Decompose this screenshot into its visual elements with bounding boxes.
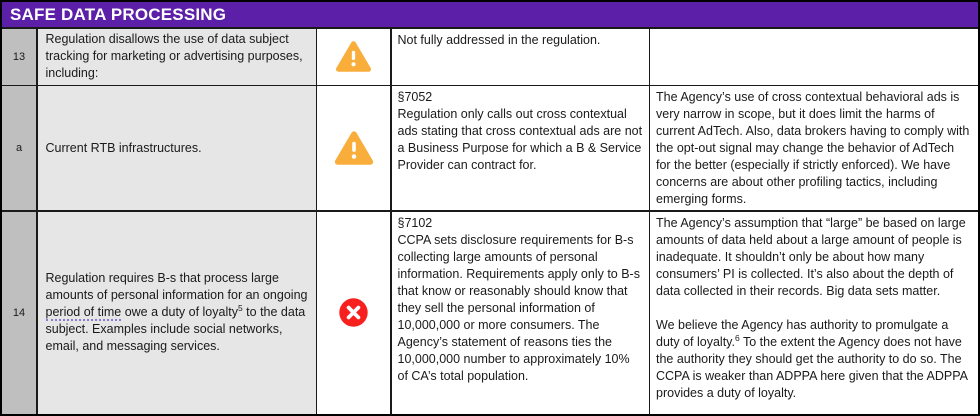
status-cell-14: [317, 212, 390, 415]
section-header: [2, 2, 978, 27]
row-number-a: [2, 86, 36, 210]
commentary-text: The Agency’s use of cross contextual behavioral ads is very narrow in scope, but it does limit the harms of current AdTech. Also, data brokers having to comply with the opt-out signal may change the behavior of AdTech for the better (especially if strictly enforced). We have concerns are about other profiling tactics, including emerging forms.: [656, 90, 970, 206]
regulation-text: CCPA sets disclosure requirements for B-s collecting large amounts of personal information. Requirements apply only to B-s that know or reasonably should know that they sell the personal information of 10,000,000 or more consumers. The Agency’s statement of reasons ties the 10,000,000 number to approximately 10% of CA’s total population.: [397, 232, 640, 383]
warning-icon: [334, 130, 374, 166]
footnote-marker: 6: [734, 332, 740, 343]
error-icon: [338, 297, 369, 328]
commentary-cell-14: [650, 212, 978, 415]
status-cell-a: [317, 86, 390, 210]
section-title: SAFE DATA PROCESSING: [10, 4, 227, 24]
regulation-text: Not fully addressed in the regulation.: [397, 32, 601, 47]
requirement-text-segment: owe a duty of loyalty: [121, 305, 238, 320]
requirement-13: [38, 29, 316, 85]
row-number-label: a: [15, 142, 23, 154]
commentary-text-segment: To the extent the Agency does not have the authority they should get the authority to do so. The CCPA is weaker than ADPPA here given that the ADPPA provides a duty of loyalty.: [656, 334, 968, 400]
commentary-paragraph-2: [656, 317, 972, 402]
row-number-label: 14: [12, 306, 26, 319]
regulation-text: Regulation only calls out cross contextual ads stating that cross contextual ads are not a Business Purpose for which a B & Service Provider can contract for.: [397, 107, 643, 172]
requirement-text: Regulation disallows the use of data subject tracking for marketing or advertising purposes, including:: [45, 32, 303, 80]
commentary-paragraph-1: The Agency’s assumption that “large” be based on large amounts of data held about a large amount of people is inadequate. It shouldn’t only be about how many consumers’ PI is collected. It’s also about the depth of data collected in their records. Big data sets matter.: [656, 215, 966, 298]
grammar-underlined-text: period of time: [45, 305, 122, 320]
commentary-cell-a: [650, 86, 978, 210]
row-number-13: [2, 29, 36, 85]
regulation-cell-14: [392, 212, 649, 415]
requirement-text: Current RTB infrastructures.: [45, 140, 202, 155]
requirement-text-segment: Regulation requires B-s that process large amounts of personal information for an ongoing: [45, 271, 308, 303]
footnote-marker: 5: [237, 303, 243, 314]
regulation-cell-a: [392, 86, 649, 210]
row-number-label: 13: [12, 50, 26, 63]
warning-icon: [335, 40, 372, 73]
commentary-cell-13: [650, 29, 978, 85]
regulation-section: §7102: [397, 215, 433, 230]
regulation-section: §7052: [397, 90, 433, 104]
requirement-text: [46, 270, 308, 355]
regulation-cell-13: [392, 29, 649, 85]
row-number-14: [2, 212, 36, 415]
requirement-text-segment: to the data subject. Examples include social networks, email, and messaging services.: [45, 305, 306, 354]
commentary-text-segment: We believe the Agency has authority to promulgate a duty of loyalty.: [656, 317, 949, 349]
requirement-14: [38, 212, 316, 415]
status-cell-13: [317, 29, 390, 85]
requirement-a: [38, 86, 316, 210]
